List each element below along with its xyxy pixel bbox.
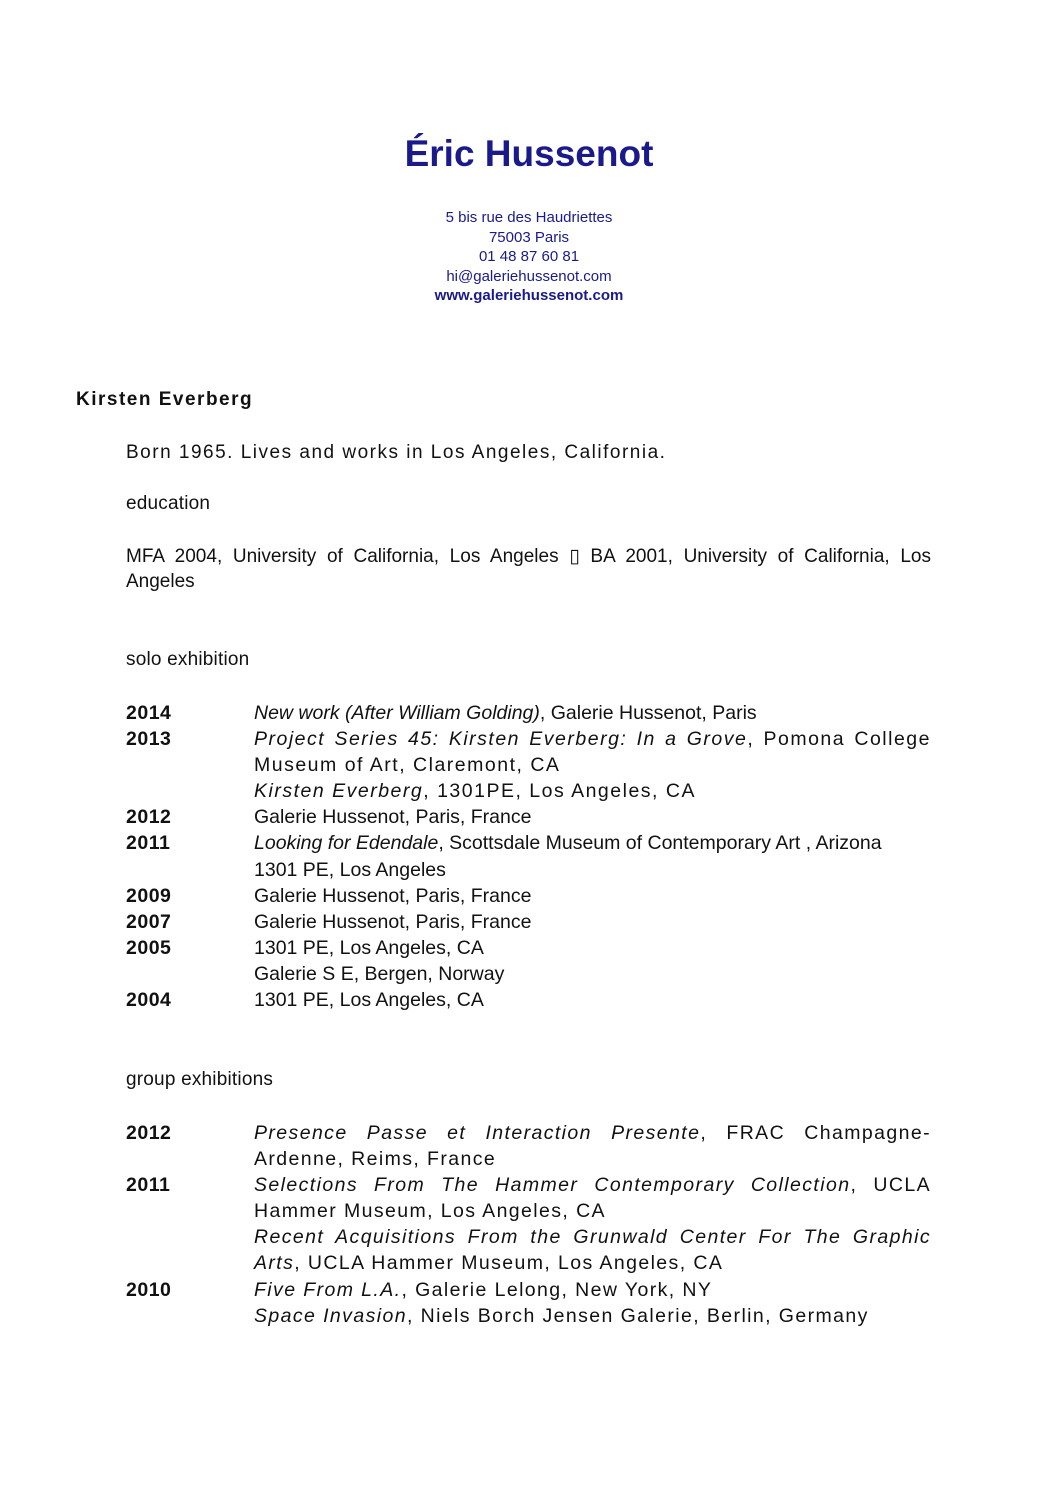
exhibition-entry bbox=[254, 1303, 931, 1329]
exhibition-venue: , 1301PE, Los Angeles, CA bbox=[423, 780, 696, 803]
exhibition-venue: , Pomona College Museum of Art, Claremont, CA bbox=[254, 728, 931, 777]
exhibition-entry bbox=[254, 804, 931, 830]
solo-exhibition-row bbox=[126, 700, 931, 726]
exhibition-venue: , Niels Borch Jensen Galerie, Berlin, Germany bbox=[406, 1304, 869, 1327]
gallery-contact bbox=[0, 208, 1058, 306]
solo-exhibition-list bbox=[126, 700, 931, 1013]
education-text: MFA 2004, University of California, Los Angeles ▯ BA 2001, University of California, Los Angeles bbox=[126, 546, 931, 592]
solo-exhibition-row bbox=[126, 726, 931, 804]
exhibition-year: 2012 bbox=[126, 806, 172, 829]
exhibition-entry bbox=[254, 1277, 931, 1303]
exhibition-entries bbox=[254, 700, 931, 726]
address-line-1: 5 bis rue des Haudriettes bbox=[445, 209, 613, 226]
exhibition-year: 2011 bbox=[126, 832, 171, 855]
exhibition-entries bbox=[254, 935, 931, 987]
exhibition-entries bbox=[254, 883, 931, 909]
exhibition-venue: , Galerie Hussenot, Paris bbox=[539, 702, 757, 724]
exhibition-year: 2013 bbox=[126, 728, 172, 751]
exhibition-title: Five From L.A. bbox=[254, 1278, 402, 1301]
exhibition-entry bbox=[254, 987, 931, 1013]
group-exhibitions-label: group exhibitions bbox=[126, 1069, 274, 1090]
exhibition-title: Looking for Edendale bbox=[254, 832, 439, 855]
exhibition-title: Presence Passe et Interaction Presente bbox=[254, 1122, 701, 1144]
artist-bio: Born 1965. Lives and works in Los Angeles, California. bbox=[126, 442, 667, 463]
group-exhibition-row bbox=[126, 1120, 931, 1172]
exhibition-entry bbox=[254, 778, 931, 804]
website-link[interactable]: www.galeriehussenot.com bbox=[434, 287, 624, 304]
exhibition-venue: Galerie S E, Bergen, Norway bbox=[254, 962, 505, 985]
solo-exhibition-row bbox=[126, 883, 931, 909]
group-exhibition-row bbox=[126, 1277, 931, 1329]
exhibition-entry bbox=[254, 726, 931, 778]
gallery-header bbox=[0, 130, 1058, 306]
phone-number: 01 48 87 60 81 bbox=[478, 248, 580, 265]
group-exhibitions-list bbox=[126, 1120, 931, 1329]
artist-name: Kirsten Everberg bbox=[76, 389, 254, 410]
solo-exhibition-row bbox=[126, 830, 931, 882]
exhibition-year: 2010 bbox=[126, 1278, 172, 1301]
exhibition-entry bbox=[254, 857, 931, 883]
exhibition-title: Kirsten Everberg bbox=[254, 780, 424, 803]
exhibition-title: Selections From The Hammer Contemporary Collection bbox=[254, 1174, 851, 1197]
exhibition-venue: 1301 PE, Los Angeles, CA bbox=[254, 989, 484, 1012]
address-line-2: 75003 Paris bbox=[488, 228, 570, 246]
exhibition-venue: , FRAC Champagne-Ardenne, Reims, France bbox=[254, 1122, 931, 1171]
gallery-name: Éric Hussenot bbox=[404, 133, 654, 174]
exhibition-year: 2009 bbox=[126, 884, 172, 907]
exhibition-venue: 1301 PE, Los Angeles bbox=[254, 858, 446, 881]
exhibition-title: Project Series 45: Kirsten Everberg: In a Grove bbox=[254, 728, 748, 751]
exhibition-year: 2014 bbox=[126, 702, 172, 724]
exhibition-entries bbox=[254, 987, 931, 1013]
email-address: hi@galeriehussenot.com bbox=[446, 267, 612, 285]
solo-exhibition-row bbox=[126, 909, 931, 935]
exhibition-entries bbox=[254, 804, 931, 830]
solo-exhibition-row bbox=[126, 804, 931, 830]
exhibition-year: 2012 bbox=[126, 1122, 172, 1144]
group-exhibition-row bbox=[126, 1172, 931, 1276]
exhibition-year: 2005 bbox=[126, 936, 172, 959]
exhibition-entries bbox=[254, 1172, 931, 1276]
exhibition-year: 2004 bbox=[126, 989, 172, 1012]
exhibition-title: Space Invasion bbox=[254, 1304, 407, 1327]
exhibition-year: 2007 bbox=[126, 910, 172, 933]
exhibition-entry bbox=[254, 909, 931, 935]
exhibition-entry bbox=[254, 830, 931, 856]
exhibition-entry bbox=[254, 935, 931, 961]
exhibition-year: 2011 bbox=[126, 1174, 171, 1197]
exhibition-entry bbox=[254, 700, 931, 726]
exhibition-entries bbox=[254, 830, 931, 882]
exhibition-entry bbox=[254, 1224, 931, 1276]
solo-exhibition-row bbox=[126, 935, 931, 987]
exhibition-venue: , UCLA Hammer Museum, Los Angeles, CA bbox=[294, 1252, 724, 1275]
solo-exhibition-row bbox=[126, 987, 931, 1013]
exhibition-entries bbox=[254, 1120, 931, 1172]
exhibition-entries bbox=[254, 726, 931, 804]
exhibition-venue: , UCLA Hammer Museum, Los Angeles, CA bbox=[254, 1174, 931, 1223]
exhibition-entry bbox=[254, 883, 931, 909]
solo-exhibition-label: solo exhibition bbox=[126, 649, 250, 670]
exhibition-entries bbox=[254, 909, 931, 935]
exhibition-venue: , Galerie Lelong, New York, NY bbox=[401, 1278, 713, 1301]
exhibition-entry bbox=[254, 1172, 931, 1224]
exhibition-venue: , Scottsdale Museum of Contemporary Art , Arizona bbox=[438, 832, 882, 855]
exhibition-venue: Galerie Hussenot, Paris, France bbox=[254, 884, 532, 907]
exhibition-entry bbox=[254, 1120, 931, 1172]
exhibition-entry bbox=[254, 961, 931, 987]
education-label: education bbox=[126, 493, 211, 514]
exhibition-entries bbox=[254, 1277, 931, 1329]
exhibition-title: New work (After William Golding) bbox=[254, 702, 540, 724]
exhibition-venue: 1301 PE, Los Angeles, CA bbox=[254, 936, 484, 959]
exhibition-venue: Galerie Hussenot, Paris, France bbox=[254, 910, 532, 933]
exhibition-venue: Galerie Hussenot, Paris, France bbox=[254, 806, 532, 829]
exhibition-title: Recent Acquisitions From the Grunwald Center For The Graphic Arts bbox=[254, 1226, 931, 1275]
